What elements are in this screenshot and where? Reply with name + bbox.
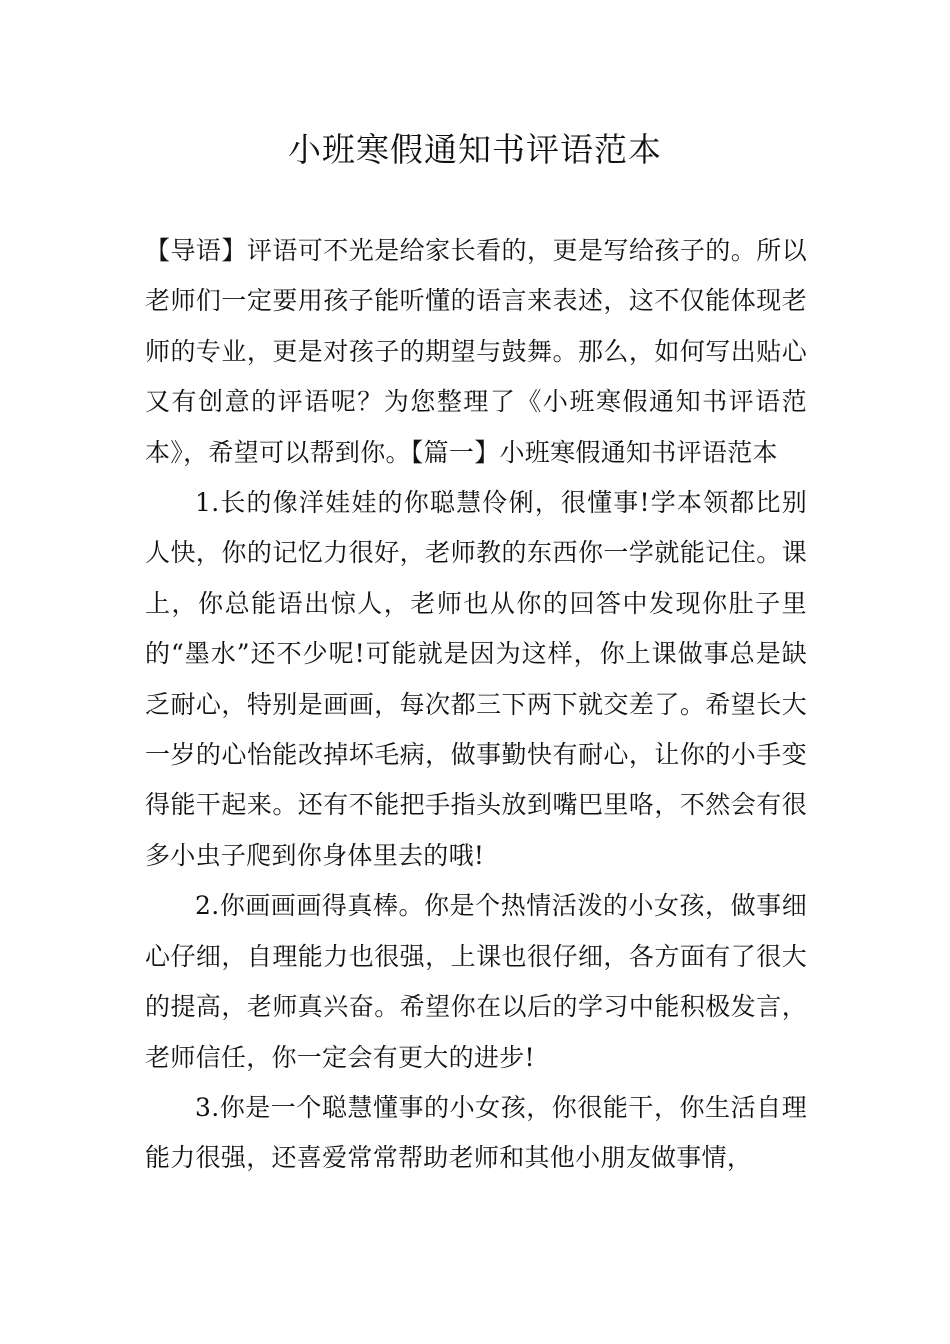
comment-paragraph-2: 2.你画画画得真棒。你是个热情活泼的小女孩，做事细心仔细，自理能力也很强，上课也很仔细，各方面有了很大的提高，老师真兴奋。希望你在以后的学习中能积极发言，老师信任，你一定会有更大的进步! (145, 891, 807, 1072)
intro-paragraph: 【导语】评语可不光是给家长看的，更是写给孩子的。所以老师们一定要用孩子能听懂的语言来表述，这不仅能体现老师的专业，更是对孩子的期望与鼓舞。那么，如何写出贴心又有创意的评语呢？为您整理了《小班寒假通知书评语范本》，希望可以帮到你。【篇一】小班寒假通知书评语范本 (145, 236, 807, 467)
comment-paragraph-3: 3.你是一个聪慧懂事的小女孩，你很能干，你生活自理能力很强，还喜爱常常帮助老师和其他小朋友做事情， (145, 1092, 807, 1173)
document-body (145, 226, 807, 1184)
document-title: 小班寒假通知书评语范本 (288, 130, 662, 169)
comment-paragraph-1: 1.长的像洋娃娃的你聪慧伶俐，很懂事!学本领都比别人快，你的记忆力很好，老师教的东西你一学就能记住。课上，你总能语出惊人，老师也从你的回答中发现你肚子里的“墨水”还不少呢!可能就是因为这样，你上课做事总是缺乏耐心，特别是画画，每次都三下两下就交差了。希望长大一岁的心怡能改掉坏毛病，做事勤快有耐心，让你的小手变得能干起来。还有不能把手指头放到嘴巴里咯，不然会有很多小虫子爬到你身体里去的哦! (145, 488, 807, 870)
